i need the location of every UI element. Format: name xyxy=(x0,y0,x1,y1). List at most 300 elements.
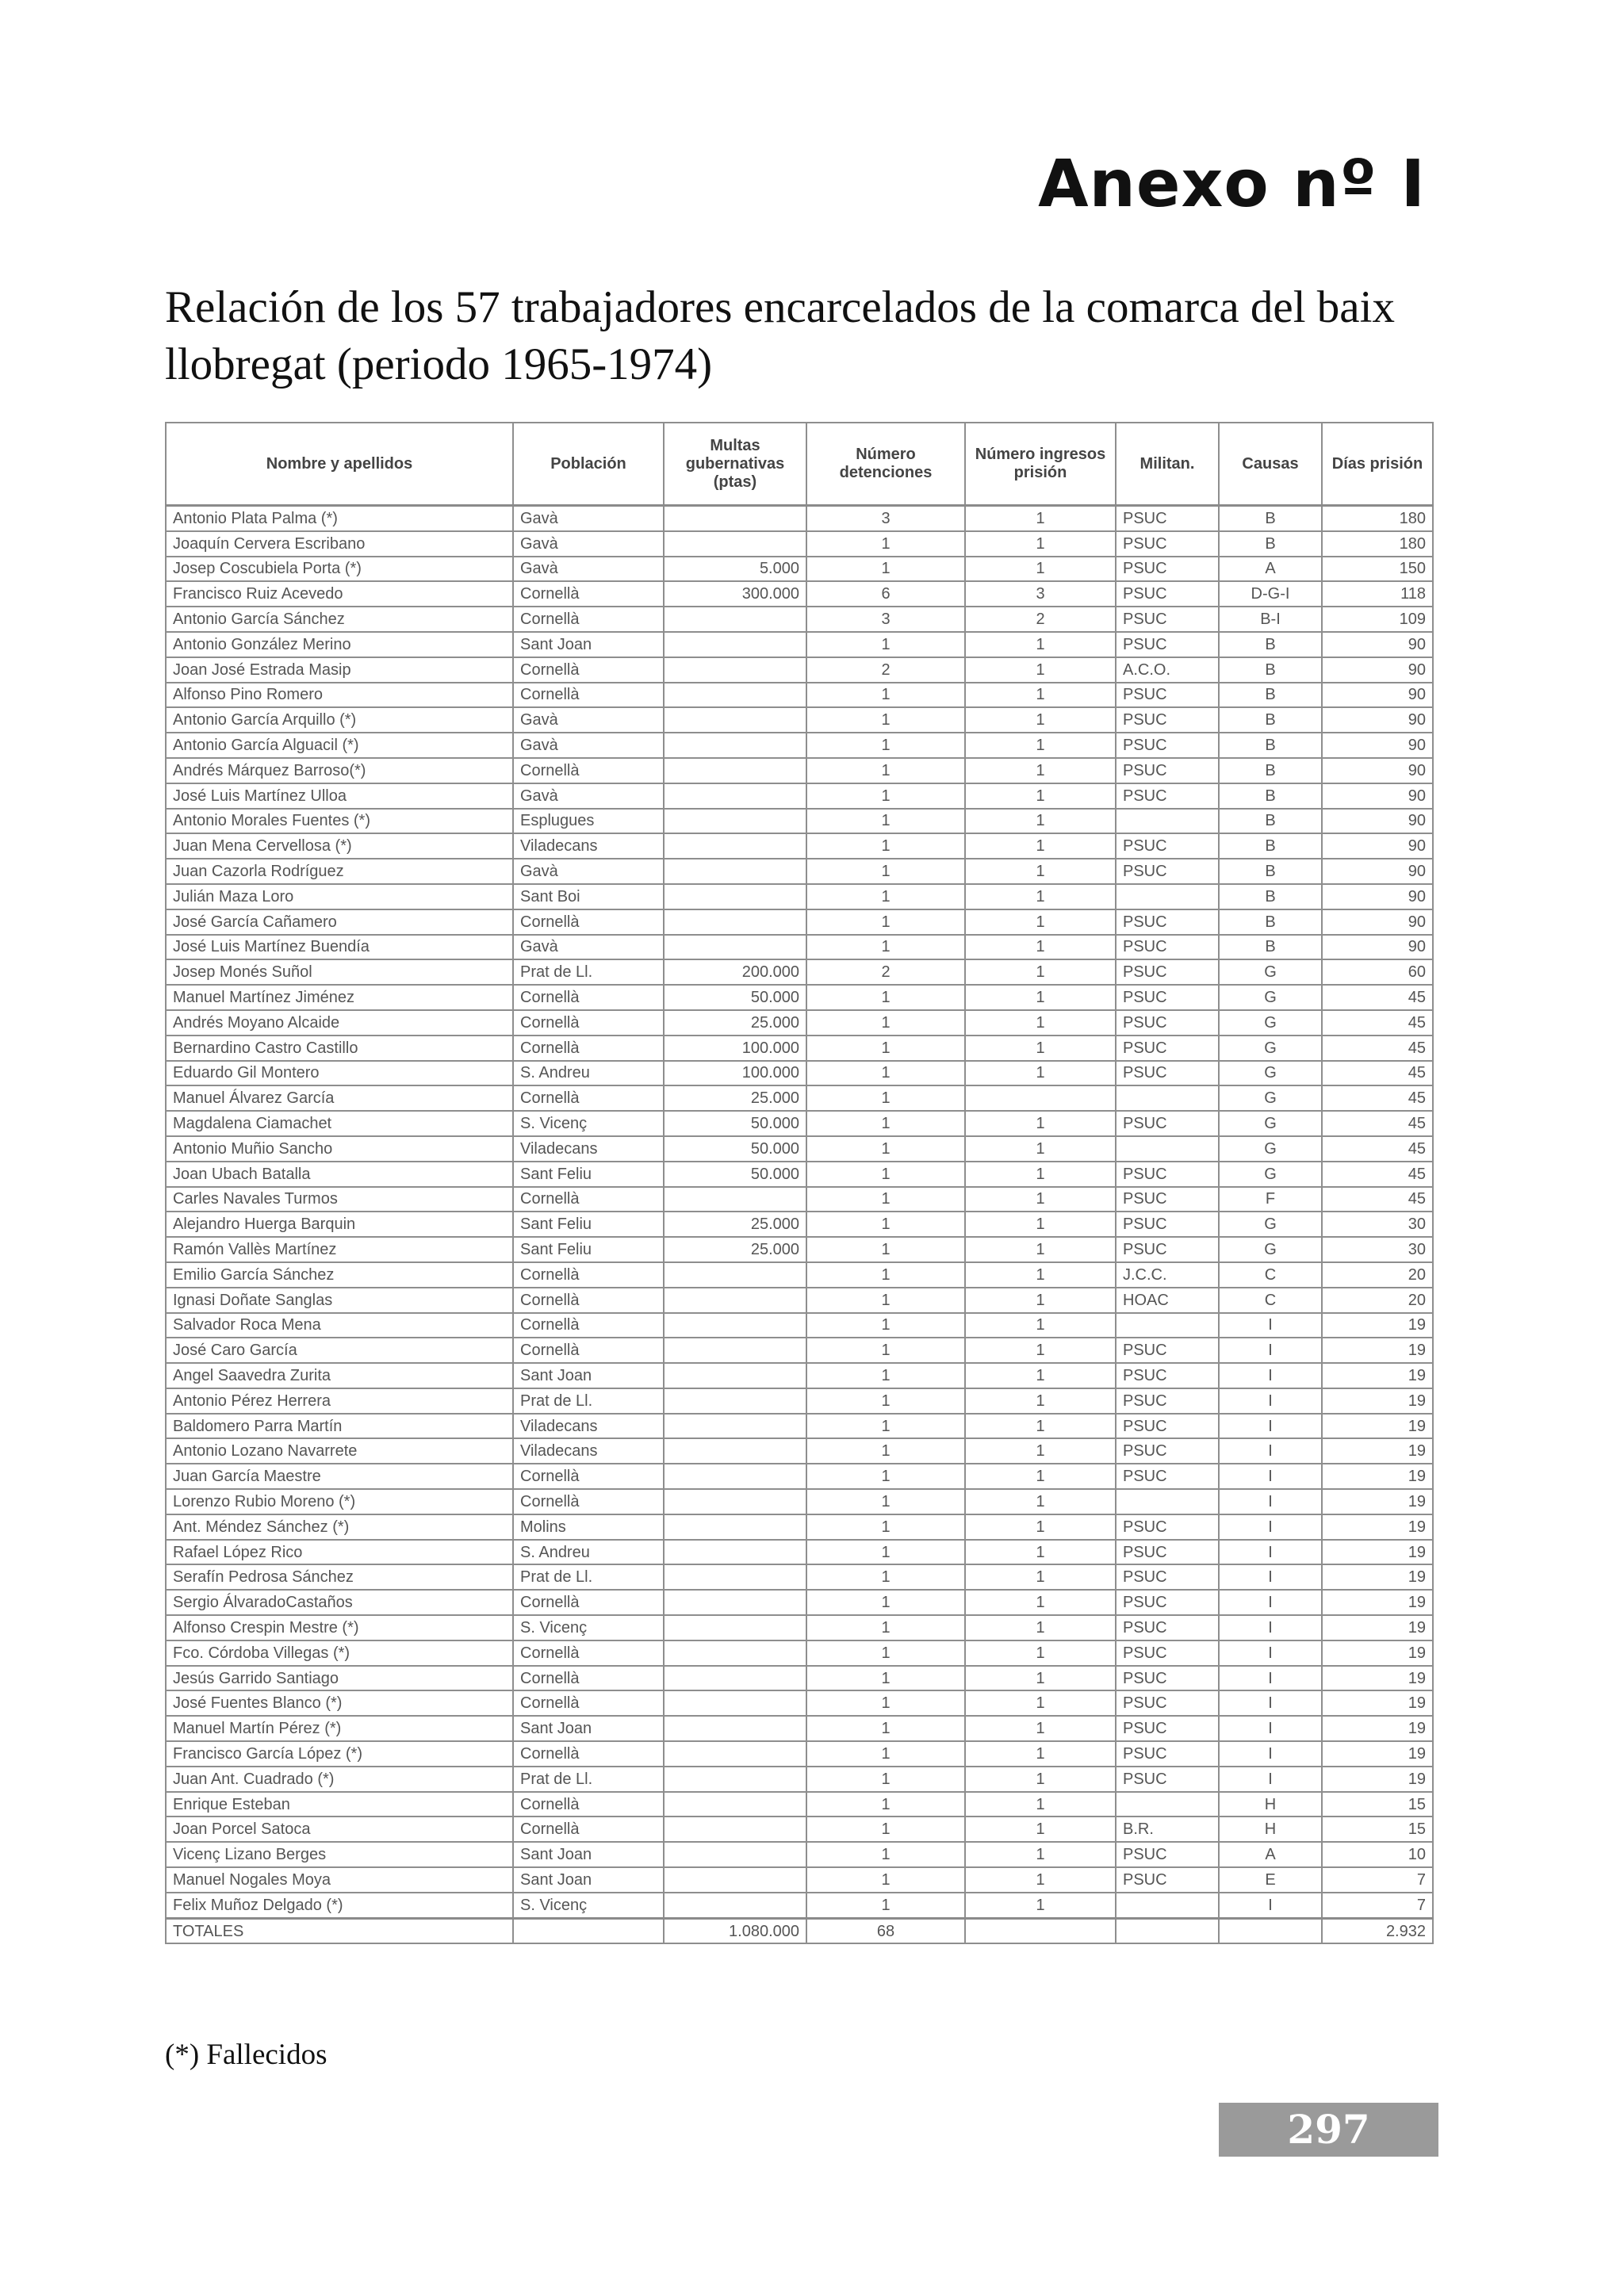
cell-militancia: PSUC xyxy=(1116,1767,1219,1792)
cell-causa: C xyxy=(1219,1262,1322,1288)
table-row xyxy=(166,985,1433,1010)
cell-detenciones: 1 xyxy=(806,1162,965,1187)
table-row xyxy=(166,1085,1433,1111)
cell-dias: 19 xyxy=(1322,1640,1433,1666)
cell-causa: I xyxy=(1219,1690,1322,1716)
cell-ingresos: 1 xyxy=(965,809,1116,834)
cell-nombre: Angel Saavedra Zurita xyxy=(166,1363,513,1388)
table-row xyxy=(166,1212,1433,1237)
cell-ingresos: 1 xyxy=(965,884,1116,909)
cell-multa xyxy=(664,1792,806,1817)
cell-causa: G xyxy=(1219,1061,1322,1086)
cell-ingresos: 1 xyxy=(965,1817,1116,1842)
cell-multa xyxy=(664,1464,806,1489)
cell-multa: 5.000 xyxy=(664,557,806,582)
cell-multa xyxy=(664,859,806,884)
cell-poblacion: Cornellà xyxy=(513,1741,664,1767)
cell-detenciones: 1 xyxy=(806,1187,965,1212)
cell-poblacion: Cornellà xyxy=(513,1590,664,1615)
cell-ingresos: 1 xyxy=(965,1237,1116,1262)
cell-militancia: PSUC xyxy=(1116,959,1219,985)
cell-militancia: PSUC xyxy=(1116,506,1219,531)
cell-dias: 45 xyxy=(1322,1061,1433,1086)
cell-dias: 19 xyxy=(1322,1615,1433,1640)
cell-militancia: PSUC xyxy=(1116,1438,1219,1464)
cell-militancia: PSUC xyxy=(1116,1187,1219,1212)
table-row xyxy=(166,1414,1433,1439)
cell-nombre: Josep Monés Suñol xyxy=(166,959,513,985)
cell-nombre: José Caro García xyxy=(166,1338,513,1363)
cell-detenciones: 1 xyxy=(806,1414,965,1439)
cell-poblacion: Viladecans xyxy=(513,833,664,859)
cell-multa: 50.000 xyxy=(664,985,806,1010)
cell-causa: I xyxy=(1219,1615,1322,1640)
cell-causa: B xyxy=(1219,884,1322,909)
cell-nombre: Manuel Martín Pérez (*) xyxy=(166,1716,513,1741)
cell-dias: 45 xyxy=(1322,1111,1433,1136)
cell-nombre: Ramón Vallès Martínez xyxy=(166,1237,513,1262)
cell-ingresos: 1 xyxy=(965,1388,1116,1414)
cell-dias: 19 xyxy=(1322,1540,1433,1565)
cell-dias: 19 xyxy=(1322,1438,1433,1464)
cell-multa: 25.000 xyxy=(664,1237,806,1262)
cell-militancia: J.C.C. xyxy=(1116,1262,1219,1288)
cell-ingresos: 1 xyxy=(965,935,1116,960)
cell-multa xyxy=(664,1540,806,1565)
cell-detenciones: 1 xyxy=(806,683,965,708)
cell-militancia: PSUC xyxy=(1116,1338,1219,1363)
cell-militancia: PSUC xyxy=(1116,557,1219,582)
footnote: (*) Fallecidos xyxy=(165,2039,327,2071)
cell-militancia xyxy=(1116,1792,1219,1817)
cell-dias: 19 xyxy=(1322,1716,1433,1741)
cell-nombre: Antonio Muñio Sancho xyxy=(166,1136,513,1162)
cell-causa: G xyxy=(1219,1136,1322,1162)
cell-poblacion: S. Vicenç xyxy=(513,1111,664,1136)
cell-causa: G xyxy=(1219,1111,1322,1136)
cell-nombre: Manuel Nogales Moya xyxy=(166,1867,513,1893)
cell-detenciones: 1 xyxy=(806,1489,965,1514)
cell-dias: 45 xyxy=(1322,1136,1433,1162)
cell-ingresos: 1 xyxy=(965,1111,1116,1136)
cell-nombre: Antonio García Alguacil (*) xyxy=(166,733,513,758)
cell-multa: 100.000 xyxy=(664,1061,806,1086)
cell-nombre: Alfonso Pino Romero xyxy=(166,683,513,708)
cell-detenciones: 1 xyxy=(806,884,965,909)
table-row xyxy=(166,1010,1433,1036)
cell-nombre: Joan Porcel Satoca xyxy=(166,1817,513,1842)
cell-dias: 90 xyxy=(1322,657,1433,683)
cell-causa: G xyxy=(1219,1212,1322,1237)
cell-ingresos: 1 xyxy=(965,1438,1116,1464)
cell-militancia: PSUC xyxy=(1116,1716,1219,1741)
cell-ingresos: 1 xyxy=(965,1540,1116,1565)
cell-detenciones: 1 xyxy=(806,1893,965,1918)
cell-detenciones: 1 xyxy=(806,557,965,582)
cell-poblacion: Cornellà xyxy=(513,581,664,607)
totals-cell-poblacion xyxy=(513,1918,664,1943)
cell-causa: I xyxy=(1219,1893,1322,1918)
cell-multa xyxy=(664,1640,806,1666)
cell-poblacion: Cornellà xyxy=(513,607,664,632)
cell-nombre: Francisco García López (*) xyxy=(166,1741,513,1767)
cell-militancia: A.C.O. xyxy=(1116,657,1219,683)
cell-multa xyxy=(664,1842,806,1867)
cell-dias: 19 xyxy=(1322,1313,1433,1338)
cell-poblacion: Cornellà xyxy=(513,909,664,935)
cell-causa: I xyxy=(1219,1438,1322,1464)
table-row xyxy=(166,1187,1433,1212)
page-number: 297 xyxy=(1219,2103,1438,2157)
cell-multa xyxy=(664,707,806,733)
cell-ingresos: 1 xyxy=(965,1313,1116,1338)
table-row xyxy=(166,683,1433,708)
cell-multa: 50.000 xyxy=(664,1111,806,1136)
cell-nombre: Juan Ant. Cuadrado (*) xyxy=(166,1767,513,1792)
table-row xyxy=(166,1162,1433,1187)
cell-poblacion: Cornellà xyxy=(513,657,664,683)
cell-multa xyxy=(664,1590,806,1615)
cell-causa: A xyxy=(1219,1842,1322,1867)
cell-poblacion: Cornellà xyxy=(513,1187,664,1212)
cell-dias: 10 xyxy=(1322,1842,1433,1867)
totals-cell-detenciones: 68 xyxy=(806,1918,965,1943)
cell-dias: 19 xyxy=(1322,1741,1433,1767)
cell-poblacion: Sant Boi xyxy=(513,884,664,909)
cell-multa xyxy=(664,657,806,683)
cell-nombre: Carles Navales Turmos xyxy=(166,1187,513,1212)
cell-nombre: Emilio García Sánchez xyxy=(166,1262,513,1288)
header-ingresos: Número ingresos prisión xyxy=(965,423,1116,506)
table-row xyxy=(166,1111,1433,1136)
cell-nombre: Manuel Martínez Jiménez xyxy=(166,985,513,1010)
cell-militancia: PSUC xyxy=(1116,1690,1219,1716)
cell-detenciones: 3 xyxy=(806,506,965,531)
cell-ingresos: 3 xyxy=(965,581,1116,607)
table-row xyxy=(166,1262,1433,1288)
cell-dias: 90 xyxy=(1322,733,1433,758)
cell-multa xyxy=(664,1438,806,1464)
cell-nombre: José García Cañamero xyxy=(166,909,513,935)
table-row xyxy=(166,1036,1433,1061)
cell-poblacion: S. Vicenç xyxy=(513,1893,664,1918)
cell-detenciones: 1 xyxy=(806,1061,965,1086)
cell-causa: H xyxy=(1219,1817,1322,1842)
cell-militancia: PSUC xyxy=(1116,1414,1219,1439)
cell-nombre: Fco. Córdoba Villegas (*) xyxy=(166,1640,513,1666)
cell-poblacion: Cornellà xyxy=(513,1640,664,1666)
cell-causa: I xyxy=(1219,1640,1322,1666)
cell-militancia: PSUC xyxy=(1116,607,1219,632)
cell-causa: B xyxy=(1219,859,1322,884)
cell-dias: 19 xyxy=(1322,1363,1433,1388)
cell-ingresos: 1 xyxy=(965,1187,1116,1212)
cell-multa xyxy=(664,783,806,809)
cell-militancia: PSUC xyxy=(1116,1212,1219,1237)
cell-militancia: PSUC xyxy=(1116,1514,1219,1540)
cell-dias: 45 xyxy=(1322,1085,1433,1111)
cell-dias: 30 xyxy=(1322,1212,1433,1237)
cell-nombre: José Fuentes Blanco (*) xyxy=(166,1690,513,1716)
table-row xyxy=(166,1867,1433,1893)
cell-ingresos: 2 xyxy=(965,607,1116,632)
cell-causa: I xyxy=(1219,1716,1322,1741)
cell-militancia: PSUC xyxy=(1116,1061,1219,1086)
cell-causa: I xyxy=(1219,1590,1322,1615)
cell-nombre: Andrés Márquez Barroso(*) xyxy=(166,758,513,783)
cell-ingresos: 1 xyxy=(965,959,1116,985)
cell-militancia: PSUC xyxy=(1116,707,1219,733)
cell-militancia xyxy=(1116,1489,1219,1514)
totals-cell-causa xyxy=(1219,1918,1322,1943)
cell-causa: B xyxy=(1219,506,1322,531)
cell-poblacion: Gavà xyxy=(513,859,664,884)
cell-detenciones: 1 xyxy=(806,1590,965,1615)
cell-dias: 45 xyxy=(1322,1010,1433,1036)
cell-nombre: Salvador Roca Mena xyxy=(166,1313,513,1338)
cell-militancia: PSUC xyxy=(1116,833,1219,859)
cell-nombre: Juan García Maestre xyxy=(166,1464,513,1489)
cell-militancia xyxy=(1116,1136,1219,1162)
cell-poblacion: Sant Feliu xyxy=(513,1212,664,1237)
cell-poblacion: Cornellà xyxy=(513,1338,664,1363)
cell-ingresos: 1 xyxy=(965,1464,1116,1489)
cell-poblacion: Cornellà xyxy=(513,1262,664,1288)
cell-dias: 90 xyxy=(1322,683,1433,708)
table-row xyxy=(166,632,1433,657)
cell-poblacion: Cornellà xyxy=(513,1690,664,1716)
cell-militancia: PSUC xyxy=(1116,1564,1219,1590)
cell-detenciones: 1 xyxy=(806,1867,965,1893)
cell-nombre: Rafael López Rico xyxy=(166,1540,513,1565)
cell-dias: 45 xyxy=(1322,985,1433,1010)
table-row xyxy=(166,1489,1433,1514)
table-row xyxy=(166,1666,1433,1691)
cell-poblacion: Viladecans xyxy=(513,1438,664,1464)
cell-dias: 15 xyxy=(1322,1817,1433,1842)
cell-causa: I xyxy=(1219,1666,1322,1691)
cell-nombre: Vicenç Lizano Berges xyxy=(166,1842,513,1867)
cell-causa: B xyxy=(1219,657,1322,683)
cell-militancia xyxy=(1116,1085,1219,1111)
cell-ingresos: 1 xyxy=(965,758,1116,783)
cell-poblacion: S. Andreu xyxy=(513,1061,664,1086)
cell-causa: B-I xyxy=(1219,607,1322,632)
table-body xyxy=(166,506,1433,1944)
table-row xyxy=(166,909,1433,935)
cell-ingresos: 1 xyxy=(965,1212,1116,1237)
cell-dias: 7 xyxy=(1322,1893,1433,1918)
cell-causa: B xyxy=(1219,707,1322,733)
table-row xyxy=(166,1893,1433,1918)
table-row xyxy=(166,1237,1433,1262)
cell-ingresos: 1 xyxy=(965,783,1116,809)
table-row xyxy=(166,758,1433,783)
cell-ingresos: 1 xyxy=(965,1514,1116,1540)
header-nombre: Nombre y apellidos xyxy=(166,423,513,506)
cell-dias: 150 xyxy=(1322,557,1433,582)
cell-militancia: PSUC xyxy=(1116,1363,1219,1388)
cell-causa: I xyxy=(1219,1338,1322,1363)
cell-causa: I xyxy=(1219,1464,1322,1489)
cell-ingresos: 1 xyxy=(965,733,1116,758)
cell-ingresos: 1 xyxy=(965,1136,1116,1162)
cell-poblacion: Gavà xyxy=(513,707,664,733)
cell-militancia xyxy=(1116,1313,1219,1338)
cell-nombre: José Luis Martínez Buendía xyxy=(166,935,513,960)
cell-militancia: PSUC xyxy=(1116,1237,1219,1262)
cell-nombre: Baldomero Parra Martín xyxy=(166,1414,513,1439)
cell-militancia: PSUC xyxy=(1116,909,1219,935)
cell-poblacion: Viladecans xyxy=(513,1136,664,1162)
cell-multa xyxy=(664,506,806,531)
cell-poblacion: Prat de Ll. xyxy=(513,1388,664,1414)
header-militancia: Militan. xyxy=(1116,423,1219,506)
cell-multa xyxy=(664,1690,806,1716)
table-row xyxy=(166,935,1433,960)
cell-causa: G xyxy=(1219,959,1322,985)
cell-ingresos: 1 xyxy=(965,1590,1116,1615)
cell-multa xyxy=(664,1187,806,1212)
cell-causa: I xyxy=(1219,1313,1322,1338)
cell-ingresos: 1 xyxy=(965,557,1116,582)
table-row xyxy=(166,1061,1433,1086)
cell-ingresos: 1 xyxy=(965,1162,1116,1187)
cell-militancia: PSUC xyxy=(1116,935,1219,960)
cell-militancia: PSUC xyxy=(1116,1842,1219,1867)
table-row xyxy=(166,1288,1433,1313)
cell-ingresos: 1 xyxy=(965,859,1116,884)
cell-ingresos: 1 xyxy=(965,833,1116,859)
cell-poblacion: Cornellà xyxy=(513,1817,664,1842)
cell-ingresos: 1 xyxy=(965,1489,1116,1514)
cell-causa: G xyxy=(1219,1036,1322,1061)
cell-detenciones: 1 xyxy=(806,935,965,960)
cell-detenciones: 1 xyxy=(806,1464,965,1489)
cell-causa: C xyxy=(1219,1288,1322,1313)
table-row xyxy=(166,1767,1433,1792)
cell-causa: D-G-I xyxy=(1219,581,1322,607)
cell-causa: I xyxy=(1219,1514,1322,1540)
totals-row xyxy=(166,1918,1433,1943)
cell-detenciones: 1 xyxy=(806,1010,965,1036)
cell-ingresos: 1 xyxy=(965,1363,1116,1388)
cell-militancia: PSUC xyxy=(1116,1867,1219,1893)
cell-causa: I xyxy=(1219,1540,1322,1565)
cell-detenciones: 1 xyxy=(806,632,965,657)
cell-dias: 45 xyxy=(1322,1162,1433,1187)
cell-causa: G xyxy=(1219,1010,1322,1036)
cell-poblacion: Viladecans xyxy=(513,1414,664,1439)
prisoners-table xyxy=(165,422,1434,1944)
cell-poblacion: Gavà xyxy=(513,531,664,557)
cell-nombre: Julián Maza Loro xyxy=(166,884,513,909)
cell-ingresos: 1 xyxy=(965,1564,1116,1590)
cell-causa: I xyxy=(1219,1489,1322,1514)
cell-poblacion: Prat de Ll. xyxy=(513,1564,664,1590)
table-row xyxy=(166,707,1433,733)
cell-causa: B xyxy=(1219,809,1322,834)
cell-poblacion: Sant Feliu xyxy=(513,1162,664,1187)
cell-causa: I xyxy=(1219,1741,1322,1767)
cell-nombre: Antonio Plata Palma (*) xyxy=(166,506,513,531)
cell-multa xyxy=(664,833,806,859)
cell-multa xyxy=(664,1716,806,1741)
cell-multa xyxy=(664,1767,806,1792)
cell-dias: 19 xyxy=(1322,1690,1433,1716)
cell-multa xyxy=(664,1489,806,1514)
table-row xyxy=(166,733,1433,758)
cell-militancia: PSUC xyxy=(1116,531,1219,557)
cell-causa: B xyxy=(1219,909,1322,935)
cell-multa xyxy=(664,1564,806,1590)
cell-multa xyxy=(664,1288,806,1313)
cell-multa xyxy=(664,935,806,960)
cell-ingresos: 1 xyxy=(965,683,1116,708)
cell-causa: G xyxy=(1219,1162,1322,1187)
table-row xyxy=(166,1615,1433,1640)
cell-militancia: PSUC xyxy=(1116,758,1219,783)
cell-detenciones: 1 xyxy=(806,985,965,1010)
cell-nombre: Francisco Ruiz Acevedo xyxy=(166,581,513,607)
cell-detenciones: 1 xyxy=(806,1767,965,1792)
cell-nombre: Sergio ÁlvaradoCastaños xyxy=(166,1590,513,1615)
cell-detenciones: 1 xyxy=(806,1666,965,1691)
cell-multa: 100.000 xyxy=(664,1036,806,1061)
cell-multa xyxy=(664,683,806,708)
cell-dias: 7 xyxy=(1322,1867,1433,1893)
table-row xyxy=(166,1716,1433,1741)
cell-detenciones: 1 xyxy=(806,1136,965,1162)
cell-causa: I xyxy=(1219,1414,1322,1439)
cell-dias: 90 xyxy=(1322,909,1433,935)
cell-ingresos: 1 xyxy=(965,1690,1116,1716)
table-row xyxy=(166,1842,1433,1867)
cell-detenciones: 1 xyxy=(806,1514,965,1540)
cell-multa xyxy=(664,1388,806,1414)
cell-multa xyxy=(664,1615,806,1640)
cell-detenciones: 3 xyxy=(806,607,965,632)
cell-nombre: Josep Coscubiela Porta (*) xyxy=(166,557,513,582)
cell-ingresos: 1 xyxy=(965,1010,1116,1036)
cell-militancia: PSUC xyxy=(1116,1162,1219,1187)
cell-causa: I xyxy=(1219,1388,1322,1414)
cell-militancia: PSUC xyxy=(1116,1010,1219,1036)
cell-poblacion: Sant Joan xyxy=(513,1842,664,1867)
cell-nombre: Enrique Esteban xyxy=(166,1792,513,1817)
cell-poblacion: S. Andreu xyxy=(513,1540,664,1565)
cell-dias: 45 xyxy=(1322,1187,1433,1212)
cell-detenciones: 1 xyxy=(806,859,965,884)
cell-detenciones: 1 xyxy=(806,1842,965,1867)
cell-nombre: Alfonso Crespin Mestre (*) xyxy=(166,1615,513,1640)
table-row xyxy=(166,809,1433,834)
totals-cell-militancia xyxy=(1116,1918,1219,1943)
cell-ingresos: 1 xyxy=(965,1338,1116,1363)
cell-dias: 15 xyxy=(1322,1792,1433,1817)
cell-multa xyxy=(664,809,806,834)
cell-militancia: PSUC xyxy=(1116,733,1219,758)
cell-detenciones: 1 xyxy=(806,1640,965,1666)
cell-nombre: Antonio Lozano Navarrete xyxy=(166,1438,513,1464)
table-row xyxy=(166,557,1433,582)
cell-multa xyxy=(664,632,806,657)
cell-detenciones: 1 xyxy=(806,1615,965,1640)
cell-multa xyxy=(664,758,806,783)
cell-dias: 19 xyxy=(1322,1489,1433,1514)
table-row xyxy=(166,1514,1433,1540)
cell-causa: G xyxy=(1219,1085,1322,1111)
